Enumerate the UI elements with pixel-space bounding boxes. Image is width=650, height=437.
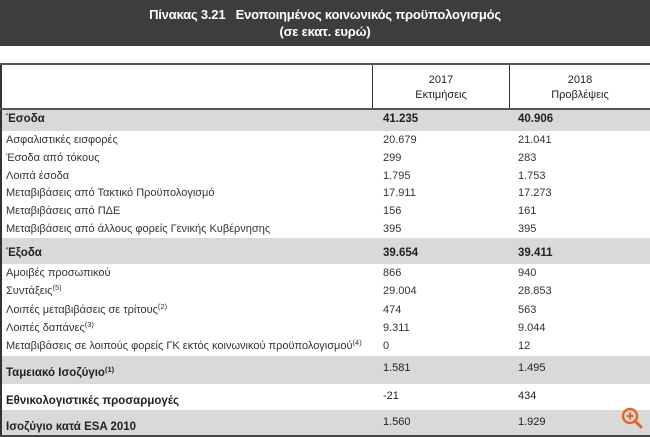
row-label-text: Μεταβιβάσεις από ΠΔΕ [6,205,121,218]
column-year: 2018 [567,74,593,86]
value-2018: 1.495 [518,361,546,374]
value-2017: 1.795 [383,169,411,182]
table-row [2,282,650,300]
table-title-unit: (σε εκατ. ευρώ) [279,24,371,39]
row-label [6,285,62,297]
column-header-2018 [510,65,650,108]
value-2018: 39.411 [518,246,553,259]
table-row [2,184,650,202]
value-2018: 395 [518,223,537,235]
value-2018: 940 [518,266,537,279]
row-label-text: Έσοδα [6,113,45,125]
table-row [2,319,650,337]
row-label-text: Συντάξεις [6,285,53,298]
footnote-marker: (2) [157,301,168,311]
column-label: Προβλέψεις [551,89,609,101]
value-2018: 9.044 [518,322,546,334]
footnote-marker: (5) [52,283,62,293]
section-row-expenditure [2,238,650,264]
row-label [6,113,45,125]
value-2017: 474 [383,303,402,316]
value-2017: 17.911 [383,187,416,200]
value-2017: 156 [383,205,402,218]
column-year: 2017 [428,74,454,86]
zoom-in-icon[interactable] [621,407,643,429]
row-label [6,395,179,407]
table-row [2,149,650,167]
row-label [6,301,168,316]
row-label [6,187,215,199]
row-label-text: Εθνικολογιστικές προσαρμογές [6,394,179,407]
footnote-marker: (1) [104,364,115,374]
value-2017: 299 [383,151,402,164]
value-2017: 20.679 [383,134,417,146]
value-2018: 1.929 [518,415,546,428]
value-2017: 395 [383,223,402,235]
value-2018: 161 [518,205,537,218]
table-title [0,0,650,46]
row-label-text: Αμοιβές προσωπικού [6,266,111,279]
value-2017: 39.654 [383,246,419,259]
row-label-text: Λοιπές δαπάνες [6,322,85,334]
summary-row-cash-balance [2,356,650,384]
section-row-revenue [2,110,650,131]
value-2017: 9.311 [383,322,410,334]
row-label [6,364,115,379]
row-label-text: Λοιπές μεταβιβάσεις σε τρίτους [6,303,158,316]
table-row [2,301,650,319]
value-2018: 40.906 [518,113,554,125]
value-2018: 12 [518,340,531,353]
value-2017: 41.235 [383,113,419,125]
summary-row-esa-balance [2,410,650,435]
row-label [6,134,118,146]
value-2018: 563 [518,303,537,316]
row-label-text: Μεταβιβάσεις σε λοιπούς φορείς ΓΚ εκτός κοινωνικού προϋπολογισμού [6,340,353,353]
footnote-marker: (4) [352,338,362,348]
value-2017: 0 [383,340,390,353]
row-label [6,340,362,352]
value-2018: 434 [518,389,537,402]
table-row [2,202,650,220]
table-row [2,131,650,149]
value-2018: 17.273 [518,187,552,200]
row-label [6,267,111,279]
row-label-text: Ασφαλιστικές εισφορές [6,134,118,146]
column-header-2017 [373,65,509,108]
row-label-text: Μεταβιβάσεις από άλλους φορείς Γενικής Κυβέρνησης [6,223,271,235]
row-label [6,205,120,217]
column-label: Εκτιμήσεις [415,89,467,101]
table-row [2,220,650,238]
row-label-text: Λοιπά έσοδα [6,169,70,182]
row-label [6,170,69,182]
table-row [2,264,650,282]
row-label [6,152,99,164]
value-2017: -21 [383,389,399,402]
row-label-text: Έξοδα [6,246,42,259]
table-title-main: Πίνακας 3.21 Ενοποιημένος κοινωνικός προϋπολογισμός [149,7,501,22]
value-2017: 866 [383,266,402,279]
column-divider [372,65,373,108]
value-2018: 283 [518,151,537,164]
value-2018: 21.041 [518,134,552,146]
value-2017: 1.560 [383,415,411,428]
summary-row-national-accounts [2,384,650,410]
row-label [6,223,270,235]
value-2018: 28.853 [518,285,552,298]
row-label [6,322,94,334]
row-label-text: Ταμειακό Ισοζύγιο [6,366,105,379]
table-row [2,337,650,355]
row-label [6,247,42,259]
value-2017: 29.004 [383,285,417,298]
table-row [2,167,650,185]
column-divider [509,65,510,108]
spacer [0,46,650,64]
row-label-text: Ισοζύγιο κατά ESA 2010 [6,420,137,433]
footnote-marker: (3) [84,320,94,329]
row-label-text: Μεταβιβάσεις από Τακτικό Προϋπολογισμό [6,187,215,200]
value-2017: 1.581 [383,361,411,374]
row-label [6,421,136,433]
row-label-text: Έσοδα από τόκους [6,151,100,164]
value-2018: 1.753 [518,169,546,182]
